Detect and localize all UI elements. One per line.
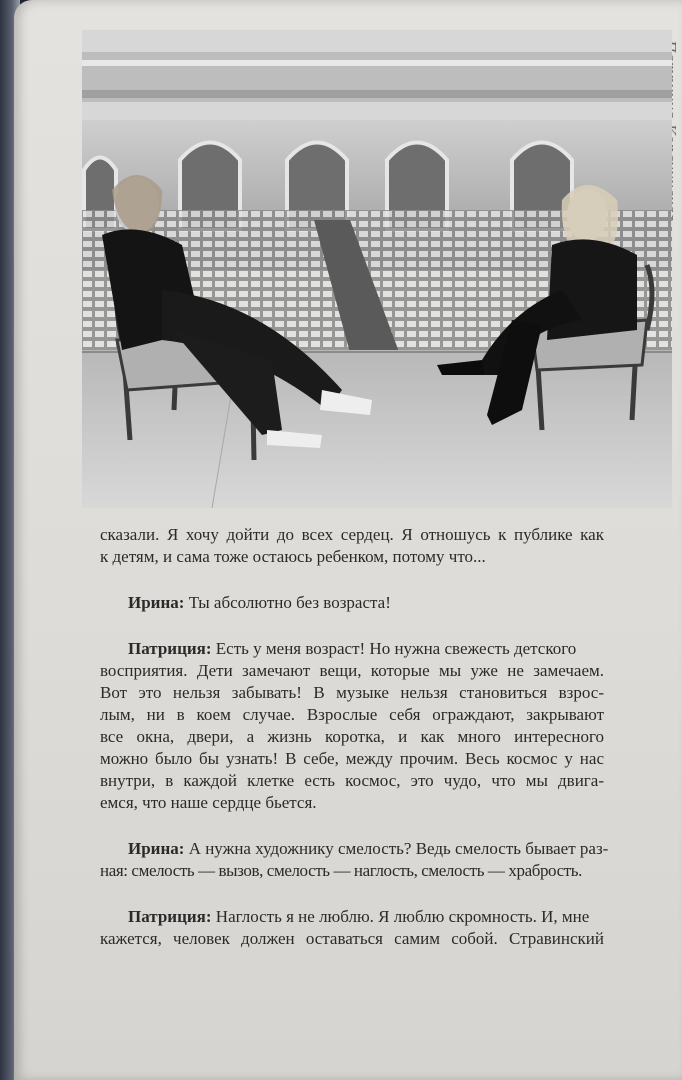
book-page (14, 0, 682, 1080)
speaker-name: Патриция: (128, 907, 212, 926)
text-line: все окна, двери, а жизнь коротка, и как много интересного (100, 727, 604, 746)
text-line: восприятия. Дети замечают вещи, которые мы уже не замечаем. (100, 661, 604, 680)
speech: А нужна художнику смелость? Ведь смелость бывает раз- (188, 839, 609, 858)
text-line: кажется, человек должен оставаться самим собой. Стравинский (100, 929, 604, 948)
page-body-text (100, 524, 609, 974)
text-line (100, 838, 609, 860)
speech: Есть у меня возраст! Но нужна свежесть детского (215, 639, 577, 658)
concert-hall-photo-icon (82, 30, 672, 508)
speech: Ты абсолютно без возраста! (188, 593, 391, 612)
speaker-name: Патриция: (128, 639, 212, 658)
text-line: ная: смелость — вызов, смелость — наглость, смелость — храбрость. (100, 861, 582, 880)
paragraph (100, 838, 609, 882)
text-line: можно было бы узнать! В себе, между прочим. Весь космос у нас (100, 749, 604, 768)
paragraph (100, 592, 604, 614)
text-line: сказали. Я хочу дойти до всех сердец. Я отношусь к публике как (100, 525, 604, 544)
text-line (100, 638, 604, 660)
text-line: внутри, в каждой клетке есть космос, это чудо, что мы двига- (100, 771, 604, 790)
text-line (100, 906, 604, 928)
speech: Наглость я не люблю. Я люблю скромность. И, мне (215, 907, 590, 926)
text-line: лым, ни в коем случае. Взрослые себя ограждают, закрывают (100, 705, 604, 724)
paragraph (100, 906, 604, 950)
speaker-name: Ирина: (128, 593, 185, 612)
text-line: к детям, и сама тоже остаюсь ребенком, потому что... (100, 547, 486, 566)
interview-photo (82, 30, 672, 508)
paragraph (100, 638, 604, 814)
text-line: Вот это нельзя забывать! В музыке нельзя становиться взрос- (100, 683, 604, 702)
paragraph (100, 524, 604, 568)
text-line (100, 592, 604, 614)
text-line: емся, что наше сердце бьется. (100, 793, 317, 812)
speaker-name: Ирина: (128, 839, 185, 858)
